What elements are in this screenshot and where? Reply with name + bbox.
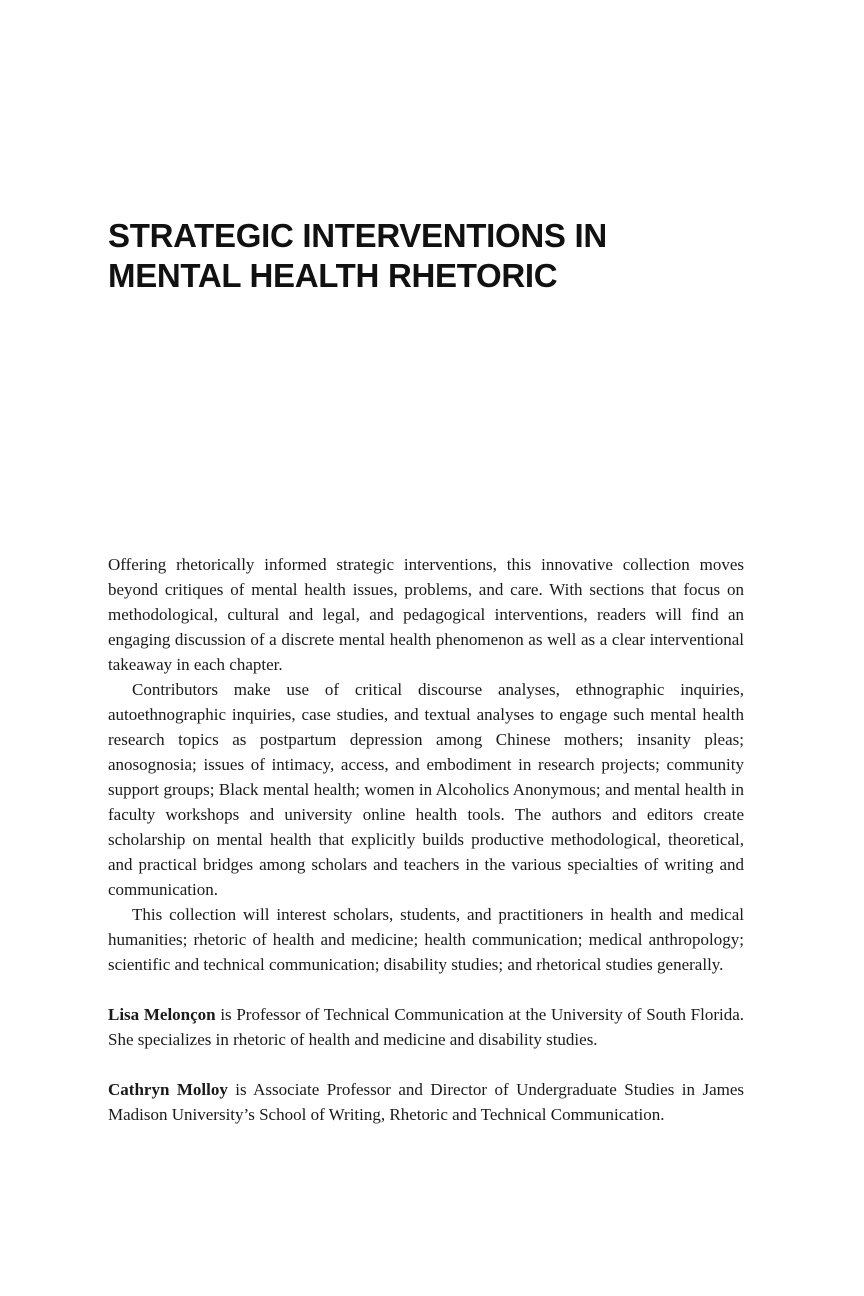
editor-name: Cathryn Molloy: [108, 1080, 228, 1099]
editor-name: Lisa Melonçon: [108, 1005, 216, 1024]
editor-bio: [108, 1077, 744, 1127]
book-description: [108, 552, 744, 1127]
editor-bio: [108, 1002, 744, 1052]
page-title-line-1: STRATEGIC INTERVENTIONS IN: [108, 217, 607, 254]
page-title: [108, 216, 748, 296]
description-paragraph: Contributors make use of critical discourse analyses, ethnographic inquiries, autoethnographic inquiries, case studies, and textual analyses to engage such mental health research topics as postpartum depression among Chinese mothers; insanity pleas; anosognosia; issues of intimacy, access, and embodiment in research projects; community support groups; Black mental health; women in Alcoholics Anonymous; and mental health in faculty workshops and university online health tools. The authors and editors create scholarship on mental health that explicitly builds productive methodological, theoretical, and practical bridges among scholars and teachers in the various specialties of writing and communication.: [108, 680, 744, 899]
editor-bio-text: is Associate Professor and Director of Undergraduate Studies in James Madison University’s School of Writing, Rhetoric and Technical Communication.: [108, 1080, 744, 1124]
page-title-line-2: MENTAL HEALTH RHETORIC: [108, 257, 558, 294]
description-paragraph: Offering rhetorically informed strategic interventions, this innovative collection moves beyond critiques of mental health issues, problems, and care. With sections that focus on methodological, cultural and legal, and pedagogical interventions, readers will find an engaging discussion of a discrete mental health phenomenon as well as a clear interventional takeaway in each chapter.: [108, 555, 744, 674]
description-paragraph: This collection will interest scholars, students, and practitioners in health and medical humanities; rhetoric of health and medicine; health communication; medical anthropology; scientific and technical communication; disability studies; and rhetorical studies generally.: [108, 905, 744, 974]
editor-bio-text: is Professor of Technical Communication at the University of South Florida. She specializes in rhetoric of health and medicine and disability studies.: [108, 1005, 744, 1049]
